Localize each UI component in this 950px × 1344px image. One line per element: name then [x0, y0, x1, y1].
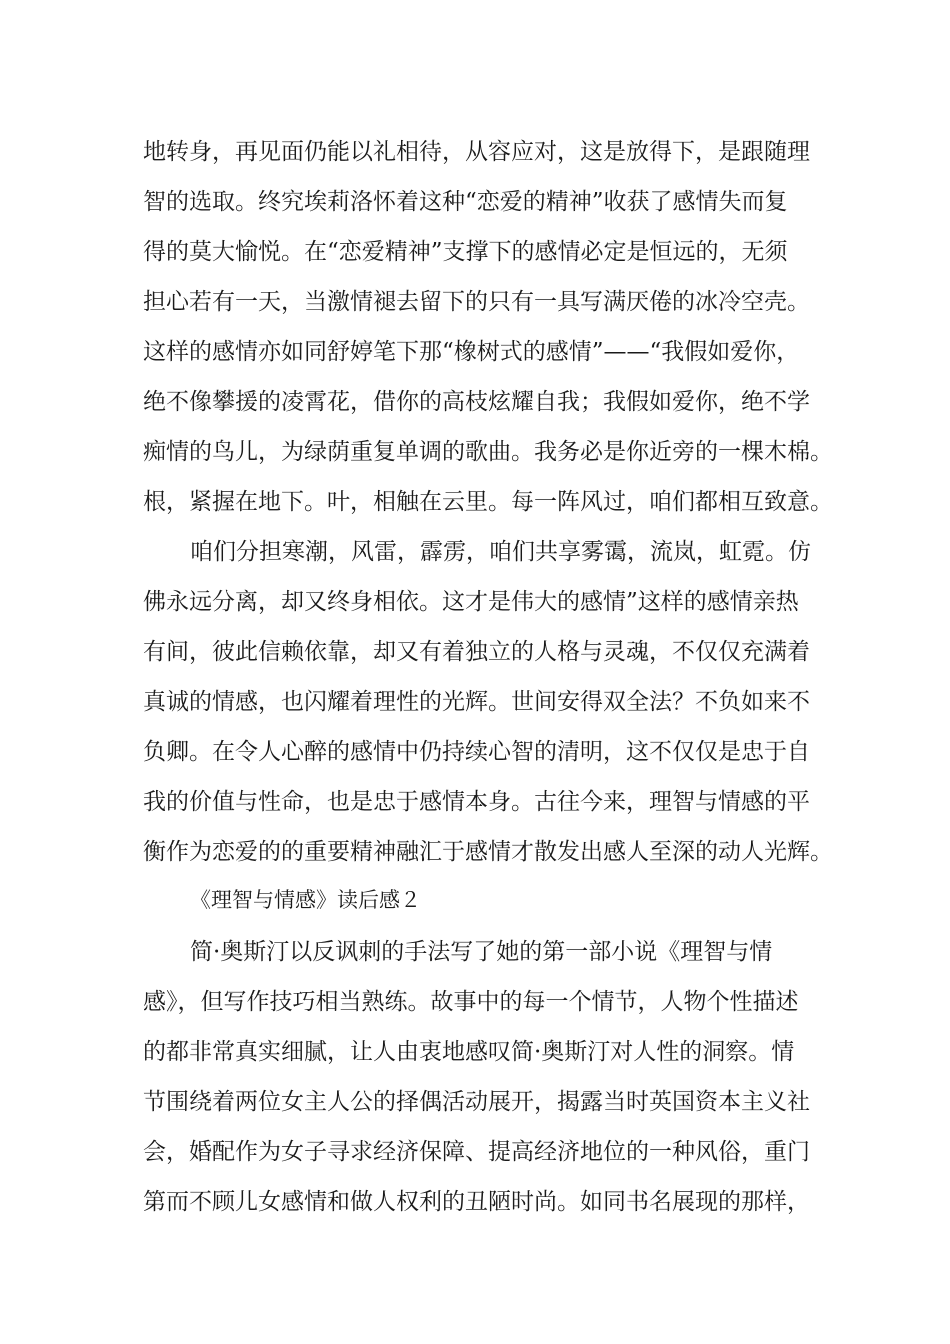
- paragraph-1-line-2: 智的选取。终究埃莉洛怀着这种“恋爱的精神”收获了感情失而复: [143, 189, 788, 215]
- paragraph-3-line-2: 感》，但写作技巧相当熟练。故事中的每一个情节，人物个性描述: [143, 989, 799, 1015]
- paragraph-1-line-3: 得的莫大愉悦。在“恋爱精神”支撑下的感情必定是恒远的，无须: [143, 239, 788, 265]
- paragraph-2-line-4: 真诚的情感，也闪耀着理性的光辉。世间安得双全法？不负如来不: [143, 689, 810, 715]
- paragraph-2-line-7: 衡作为恋爱的的重要精神融汇于感情才散发出感人至深的动人光辉。: [143, 839, 833, 865]
- paragraph-2-line-5: 负卿。在令人心醉的感情中仍持续心智的清明，这不仅仅是忠于自: [143, 739, 810, 765]
- paragraph-1-line-8: 根，紧握在地下。叶，相触在云里。每一阵风过，咱们都相互致意。: [143, 489, 833, 515]
- paragraph-1-line-1: 地转身，再见面仍能以礼相待，从容应对，这是放得下，是跟随理: [143, 139, 810, 165]
- paragraph-1-line-5: 这样的感情亦如同舒婷笔下那“橡树式的感情”——“我假如爱你，: [143, 339, 800, 365]
- section-heading: 《理智与情感》读后感２: [190, 888, 421, 912]
- paragraph-1-line-6: 绝不像攀援的凌霄花，借你的高枝炫耀自我；我假如爱你，绝不学: [143, 389, 810, 415]
- paragraph-2-line-1: 咱们分担寒潮，风雷，霹雳，咱们共享雾霭，流岚，虹霓。仿: [190, 539, 811, 565]
- paragraph-3-line-5: 会，婚配作为女子寻求经济保障、提高经济地位的一种风俗，重门: [143, 1139, 810, 1165]
- paragraph-2-line-6: 我的价值与性命，也是忠于感情本身。古往今来，理智与情感的平: [143, 789, 810, 815]
- paragraph-2-line-3: 有间，彼此信赖依靠，却又有着独立的人格与灵魂，不仅仅充满着: [143, 639, 810, 665]
- paragraph-1-line-7: 痴情的鸟儿，为绿荫重复单调的歌曲。我务必是你近旁的一棵木棉。: [143, 439, 833, 465]
- paragraph-3-line-6: 第而不顾儿女感情和做人权利的丑陋时尚。如同书名展现的那样，: [143, 1189, 810, 1215]
- paragraph-1-line-4: 担心若有一天，当激情褪去留下的只有一具写满厌倦的冰冷空壳。: [143, 289, 810, 315]
- paragraph-3-line-4: 节围绕着两位女主人公的择偶活动展开，揭露当时英国资本主义社: [143, 1089, 810, 1115]
- paragraph-3-line-1: 简·奥斯汀以反讽刺的手法写了她的第一部小说《理智与情: [190, 939, 773, 965]
- paragraph-3-line-3: 的都非常真实细腻，让人由衷地感叹简·奥斯汀对人性的洞察。情: [143, 1039, 795, 1065]
- paragraph-2-line-2: 佛永远分离，却又终身相依。这才是伟大的感情”这样的感情亲热: [143, 589, 799, 615]
